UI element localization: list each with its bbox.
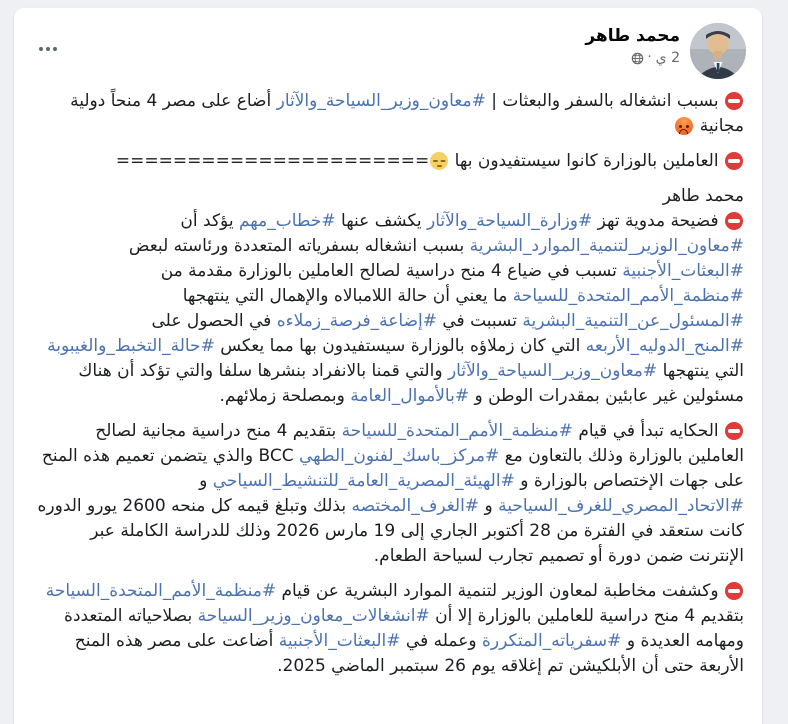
- post-paragraph-4: [34, 419, 744, 569]
- post-text: ما يعني أن حالة اللامبالاه والإهمال التي ينتهجها: [182, 286, 513, 306]
- hashtag-link[interactable]: #انشغالات_معاون_وزير_السياحة: [197, 606, 430, 626]
- timestamp[interactable]: 2 ي: [655, 50, 680, 66]
- no-entry-emoji: [725, 582, 743, 600]
- post-text: في الحصول على: [151, 311, 277, 331]
- post-text: الحكايه تبدأ في قيام: [572, 421, 724, 441]
- post-text: بتقديم 4 منح دراسية مجانية لصالح العاملين بالوزارة وذلك بالتعاون مع: [95, 421, 744, 466]
- post-paragraph-1: [34, 89, 744, 139]
- post-text: التي كان زملاؤه بالوزارة سيستفيدون بها مما يعكس: [214, 336, 586, 356]
- hashtag-link[interactable]: #حالة_التخبط_والغيبوبة: [47, 336, 215, 356]
- hashtag-link[interactable]: #وزارة_السياحة_والآثار: [427, 211, 593, 231]
- hashtag-link[interactable]: #خطاب_مهم: [238, 211, 336, 231]
- post-meta: [66, 50, 680, 66]
- post-text: يكشف عنها: [335, 211, 427, 231]
- hashtag-link[interactable]: #منظمة_الأمم_المتحدة_للسياحة: [341, 421, 573, 441]
- post-text: ======================: [115, 151, 430, 171]
- header-info: [66, 23, 680, 66]
- post-options-button[interactable]: [30, 31, 66, 67]
- hashtag-link[interactable]: #المسئول_عن_التنمية_البشرية: [522, 311, 744, 331]
- post-text: وبمصلحة زملائهم.: [219, 386, 351, 406]
- post-text: فضيحة مدوية تهز: [592, 211, 724, 231]
- post-paragraph-2: [34, 149, 744, 174]
- post-text: وعمله في: [400, 631, 482, 651]
- post-text: والتي قمنا بالانفراد بنشرها سلفا والتي تؤكد أن هناك مسئولين غير عابئين بمقدرات الوطن و: [78, 361, 744, 406]
- hashtag-link[interactable]: #منظمة_الأمم_المتحدة_السياحة: [45, 581, 277, 601]
- post-text: بصلاحياته المتعددة ومهامه العديدة و: [64, 606, 744, 651]
- post-text: بسبب انشغاله بالسفر والبعثات |: [485, 91, 724, 111]
- no-entry-emoji: [725, 152, 743, 170]
- author-name[interactable]: محمد طاهر: [585, 26, 680, 46]
- no-entry-emoji: [725, 422, 743, 440]
- avatar-photo: [690, 23, 746, 79]
- hashtag-link[interactable]: #الهيئة_المصرية_العامة_للتنشيط_السياحي: [212, 471, 515, 491]
- hashtag-link[interactable]: #الاتحاد_المصري_للغرف_السياحية: [498, 496, 744, 516]
- post-text: تسببت في: [436, 311, 523, 331]
- post-paragraph-5: [34, 579, 744, 679]
- no-entry-emoji: [725, 92, 743, 110]
- hashtag-link[interactable]: #معاون_وزير_السياحة_والآثار: [276, 91, 486, 111]
- hashtag-link[interactable]: #البعثات_الأجنبية: [278, 631, 401, 651]
- hashtag-link[interactable]: #معاون_الوزير_لتنمية_الموارد_البشرية: [469, 236, 744, 256]
- post-text: أضاعت على مصر هذه المنح الأربعة حتى أن الأبلكيشن تم إغلاقه يوم 26 سبتمبر الماضي 2025.: [74, 631, 744, 676]
- hashtag-link[interactable]: #البعثات_الأجنبية: [622, 261, 744, 281]
- profile-avatar[interactable]: [690, 23, 746, 79]
- pensive-emoji: [430, 152, 448, 170]
- post-card: [14, 8, 762, 724]
- hashtag-link[interactable]: #سفرياته_المتكررة: [481, 631, 622, 651]
- globe-icon: [631, 52, 644, 65]
- post-text: التي ينتهجها: [657, 361, 744, 381]
- post-header: [14, 8, 762, 83]
- post-text: بتقديم 4 منح دراسية للعاملين بالوزارة إلا أن: [429, 606, 744, 626]
- post-text: يؤكد أن: [180, 211, 239, 231]
- three-dots-icon: [46, 47, 50, 51]
- post-text: BCC والذي يتضمن تعميم هذه المنح على جهات الإختصاص بالوزارة و: [41, 446, 744, 491]
- hashtag-link[interactable]: #منظمة_الأمم_المتحدة_للسياحة: [512, 286, 744, 306]
- post-body: [14, 83, 762, 699]
- hashtag-link[interactable]: #معاون_وزير_السياحة_والآثار: [447, 361, 658, 381]
- post-paragraph-3: [34, 184, 744, 409]
- angry-emoji: [675, 117, 693, 135]
- post-text: و: [199, 471, 213, 491]
- post-text: بسبب انشغاله بسفرياته المتعددة ورئاسته لبعض: [128, 236, 470, 256]
- post-text: وكشفت مخاطبة لمعاون الوزير لتنمية الموارد البشرية عن قيام: [276, 581, 724, 601]
- post-text: أضاع على مصر 4 منحاً دولية مجانية: [70, 91, 744, 136]
- meta-separator: ·: [647, 50, 652, 65]
- hashtag-link[interactable]: #مركز_باسك_لفنون_الطهي: [299, 446, 500, 466]
- hashtag-link[interactable]: #بالأموال_العامة: [350, 386, 470, 406]
- post-text: و: [479, 496, 499, 516]
- post-text: العاملين بالوزارة كانوا سيستفيدون بها: [449, 151, 724, 171]
- hashtag-link[interactable]: #إضاعة_فرصة_زملاءه: [276, 311, 437, 331]
- post-text: بذلك وتبلغ قيمه كل منحه 2600 يورو الدوره كانت ستعقد في الفترة من 28 أكتوبر الجاري إلى 19 مارس 2026 وذلك للدراسة الكاملة عبر الإنترنت ضمن دورة أو تصميم تجارب لسياحة الطعام.: [37, 496, 744, 566]
- post-text: تسبب في ضياع 4 منح دراسية لصالح العاملين بالوزارة مقدمة من: [160, 261, 623, 281]
- post-text: محمد طاهر: [662, 186, 744, 206]
- hashtag-link[interactable]: #المنح_الدوليه_الأربعه: [585, 336, 744, 356]
- hashtag-link[interactable]: #الغرف_المختصه: [351, 496, 480, 516]
- no-entry-emoji: [725, 212, 743, 230]
